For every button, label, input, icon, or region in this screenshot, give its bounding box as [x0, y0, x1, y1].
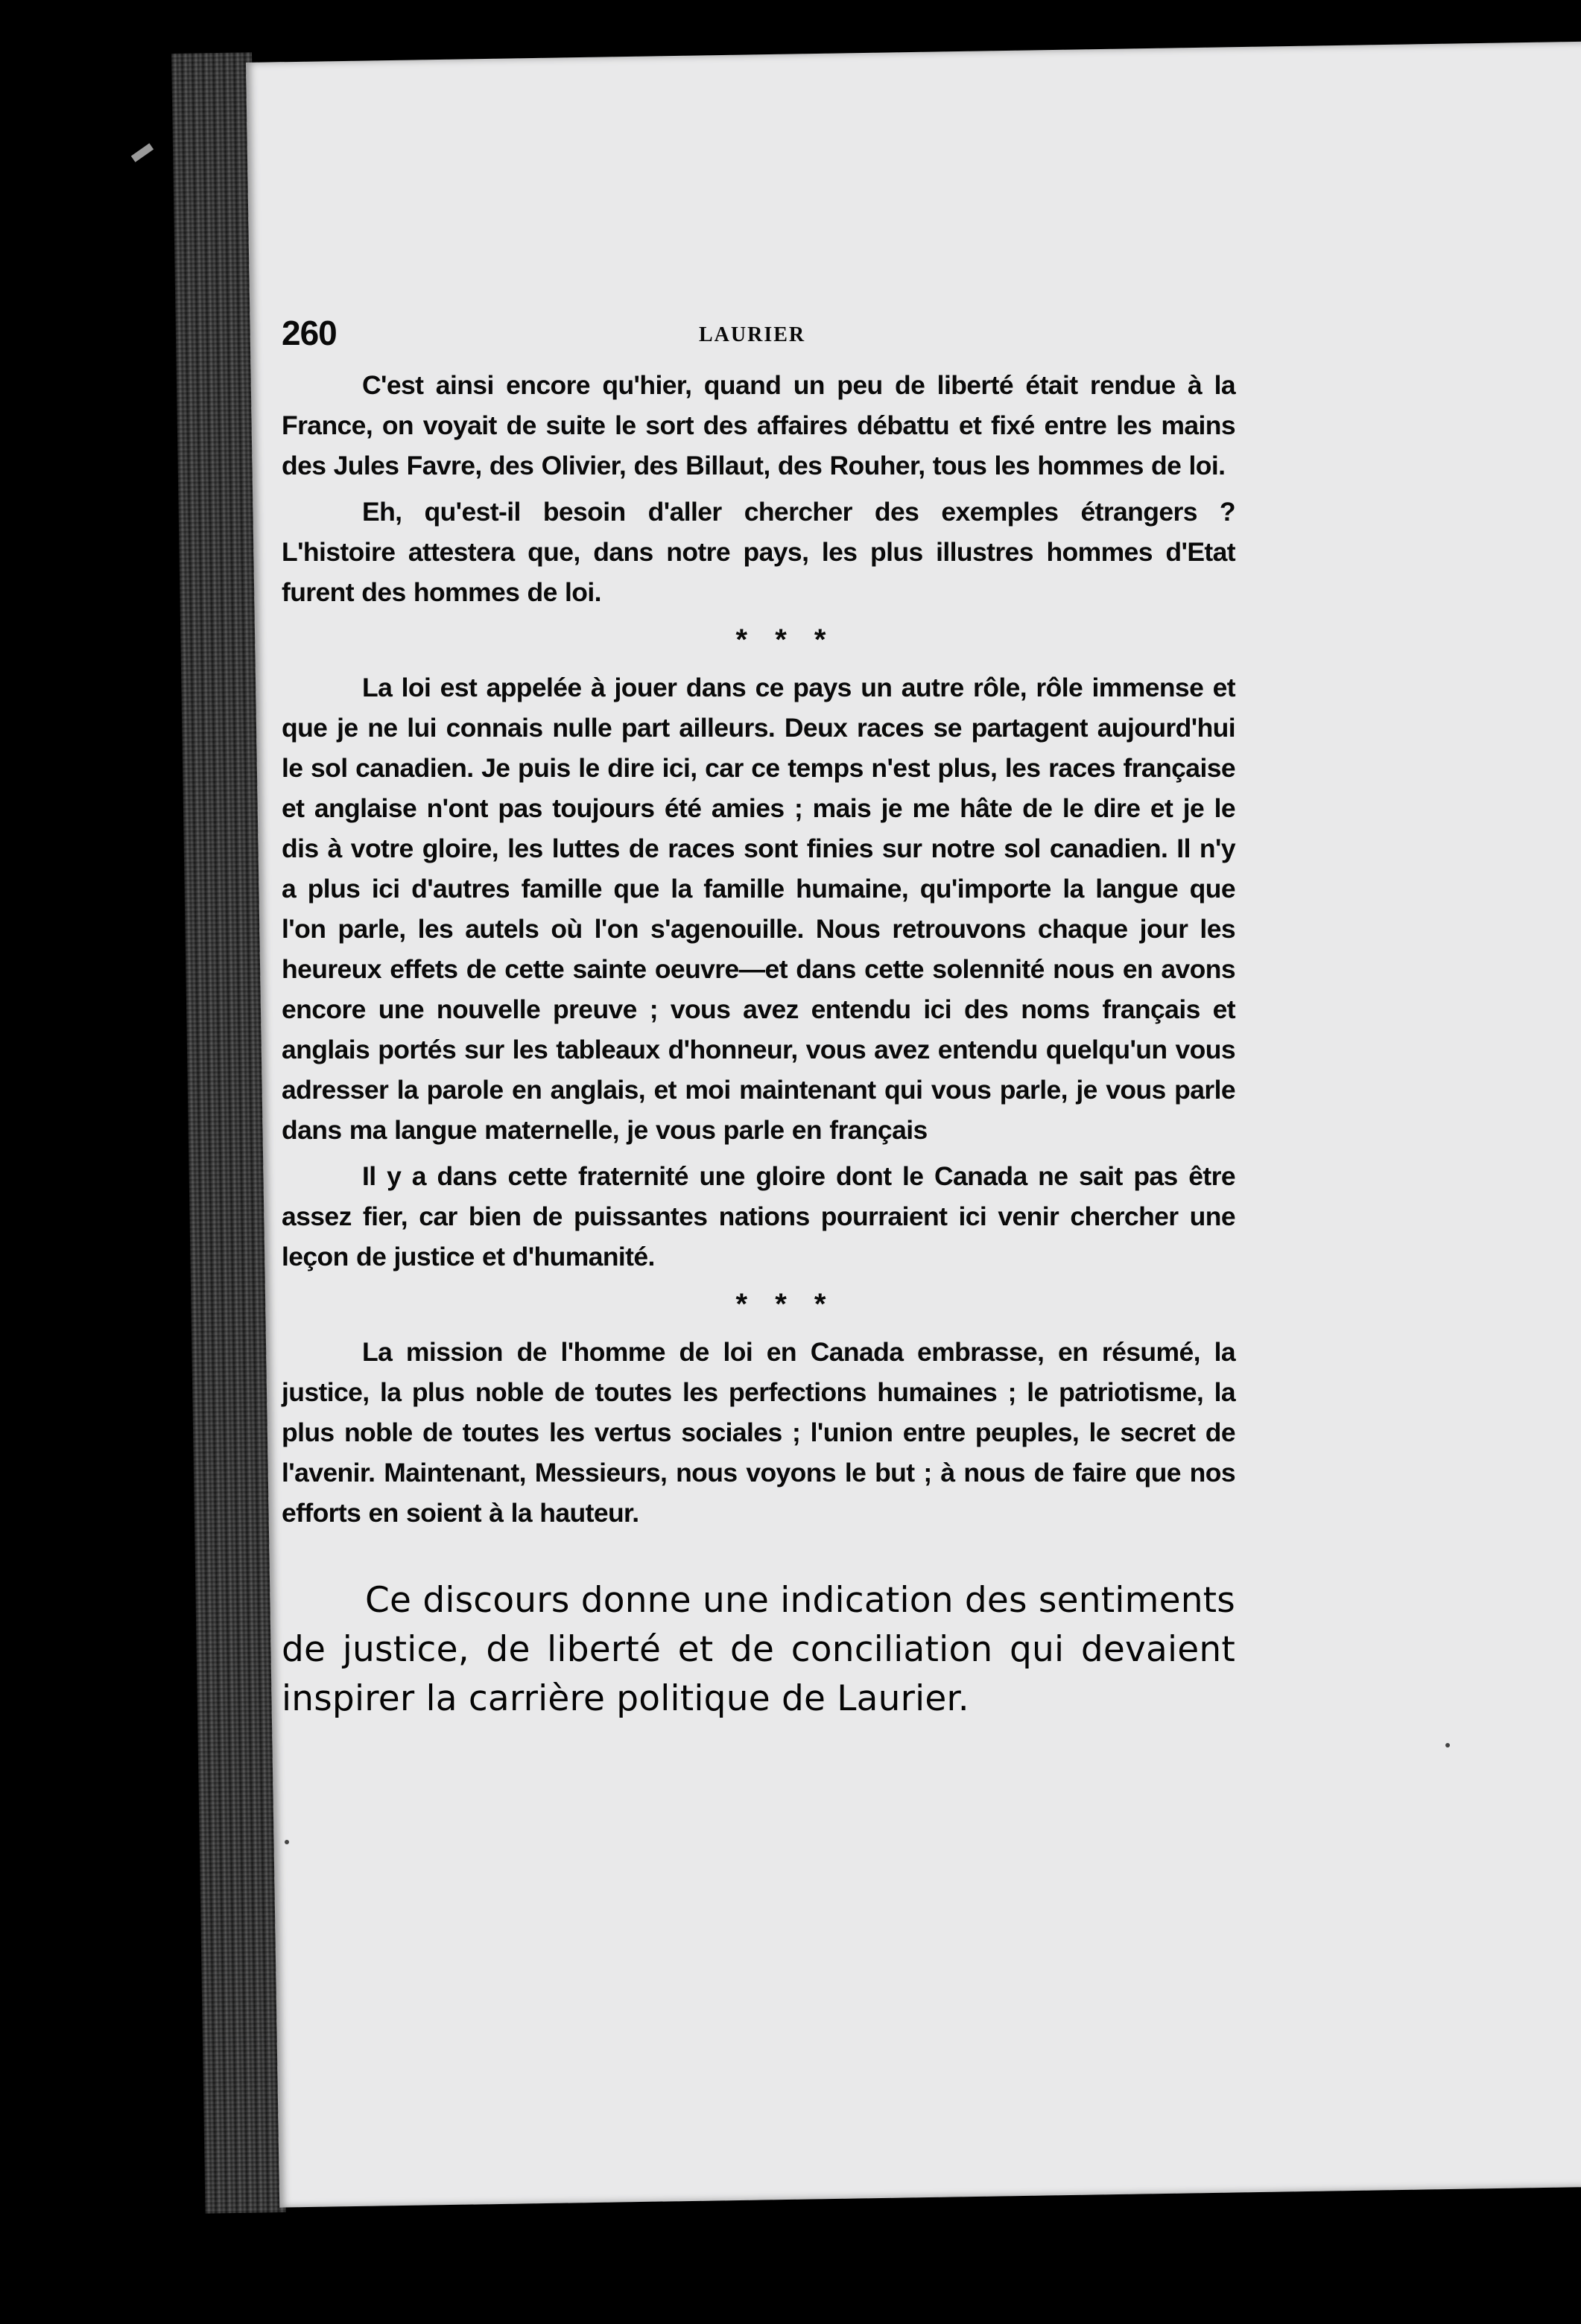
paragraph: La loi est appelée à jouer dans ce pays un autre rôle, rôle immense et que je ne lui connais nulle part ailleurs. Deux races se partagent aujourd'hui le sol canadien. Je puis le dire ici, car ce temps n'est plus, les races française et anglaise n'ont pas toujours été amies ; mais je me hâte de le dire et je le dis à votre gloire, les luttes de races sont finies sur notre sol canadien. Il n'y a plus ici d'autres famille que la famille humaine, qu'importe la langue que l'on parle, les autels où l'on s'agenouille. Nous retrouvons chaque jour les heureux effets de cette sainte oeuvre—et dans cette solennité nous en avons encore une nouvelle preuve ; vous avez entendu ici des noms français et anglais portés sur les tableaux d'honneur, vous avez entendu quelqu'un vous adresser la parole en anglais, et moi maintenant qui vous parle, je vous parle dans ma langue maternelle, je vous parle en français: [282, 673, 1235, 1145]
scan-artifact: [131, 143, 153, 162]
paragraph: La mission de l'homme de loi en Canada embrasse, en résumé, la justice, la plus noble de toutes les perfections humaines ; le patriotisme, la plus noble de toutes les vertus sociales ; l'union entre peuples, le secret de l'avenir. Maintenant, Messieurs, nous voyons le but ; à nous de faire que nos efforts en soient à la hauteur.: [282, 1337, 1235, 1528]
ink-speck: [1445, 1743, 1450, 1747]
page-number: 260: [282, 314, 337, 352]
page-content: [282, 313, 1235, 1759]
section-separator: * * *: [735, 1288, 826, 1321]
section-separator: * * *: [735, 623, 826, 656]
ink-speck: [285, 1840, 289, 1844]
paragraph: Eh, qu'est-il besoin d'aller chercher des exemples étrangers ? L'histoire attestera que, dans notre pays, les plus illustres hommes d'Etat furent des hommes de loi.: [282, 497, 1235, 607]
paragraph: C'est ainsi encore qu'hier, quand un peu de liberté était rendue à la France, on voyait de suite le sort des affaires débattu et fixé entre les mains des Jules Favre, des Olivier, des Billaut, des Rouher, tous les hommes de loi.: [282, 370, 1235, 480]
running-title: LAURIER: [699, 323, 806, 346]
closing-remark: Ce discours donne une indication des sentiments de justice, de liberté et de conciliation qui devaient inspirer la carrière politique de Laurier.: [282, 1580, 1235, 1719]
running-head: [282, 313, 1235, 365]
paragraph: Il y a dans cette fraternité une gloire dont le Canada ne sait pas être assez fier, car bien de puissantes nations pourraient ici venir chercher une leçon de justice et d'humanité.: [282, 1161, 1235, 1271]
